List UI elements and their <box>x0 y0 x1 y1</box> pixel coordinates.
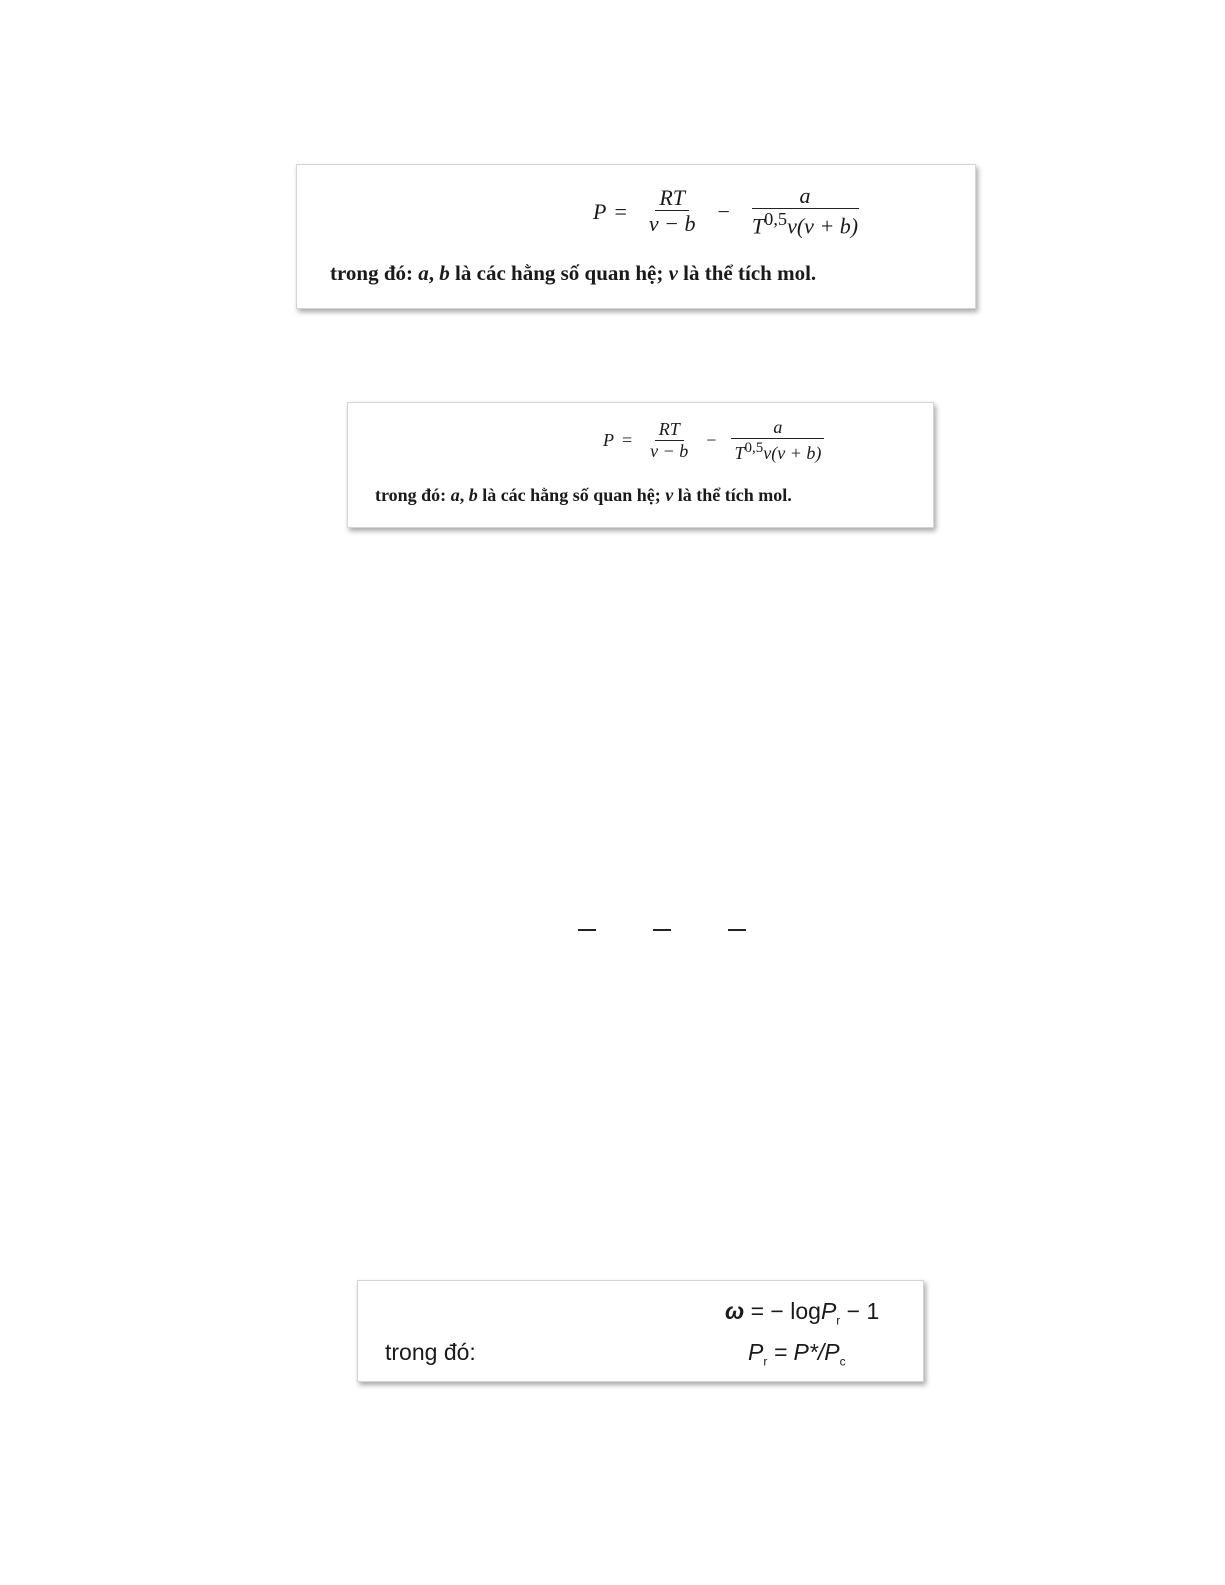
denominator-rest: v(v + b) <box>763 442 822 463</box>
overline-mark <box>578 929 596 931</box>
fraction-numerator: a <box>731 417 824 439</box>
desc-prefix: trong đó: <box>330 261 414 285</box>
fraction-a <box>730 417 825 464</box>
desc-var-b: b <box>439 261 450 285</box>
reduced-pressure-definition <box>748 1339 846 1369</box>
equation-lhs: P <box>603 430 614 451</box>
fraction-numerator: RT <box>655 185 689 211</box>
equation <box>593 183 872 240</box>
overline-mark <box>653 929 671 931</box>
formula-description <box>375 485 792 506</box>
equation-lhs: P <box>593 198 607 224</box>
fraction-numerator: RT <box>655 419 684 441</box>
desc-var-a: a <box>418 261 429 285</box>
minus-sign: − <box>717 198 730 224</box>
equation <box>603 417 831 464</box>
desc-comma: , <box>459 485 465 505</box>
omega-tail: − 1 <box>846 1298 880 1324</box>
denominator-exponent: 0,5 <box>744 439 764 456</box>
denominator-base: T <box>734 442 745 463</box>
fraction-denominator: v − b <box>648 211 696 237</box>
desc-end: là thể tích mol. <box>677 485 792 505</box>
desc-var-v: v <box>665 485 674 505</box>
pr-definition-rhs: = P*/P <box>773 1339 840 1365</box>
desc-prefix: trong đó: <box>375 485 447 505</box>
minus-sign: − <box>706 430 717 451</box>
formula-box-1 <box>296 164 976 309</box>
formula-box-2 <box>347 402 934 528</box>
omega-rhs: = − log <box>750 1298 821 1324</box>
formula-box-3 <box>357 1280 924 1382</box>
fraction-a <box>748 183 862 240</box>
acentric-factor-equation <box>725 1298 879 1328</box>
desc-middle: là các hằng số quan hệ; <box>482 485 661 505</box>
fraction-rt <box>645 185 700 238</box>
desc-comma: , <box>428 261 435 285</box>
pr-base: P <box>748 1339 764 1365</box>
desc-end: là thể tích mol. <box>683 261 817 285</box>
denominator-exponent: 0,5 <box>764 209 788 230</box>
desc-prefix: trong đó: <box>385 1339 476 1365</box>
desc-var-b: b <box>468 485 478 505</box>
fraction-denominator <box>748 209 862 240</box>
desc-middle: là các hằng số quan hệ; <box>455 261 664 285</box>
denominator-base: T <box>751 213 765 239</box>
desc-var-v: v <box>668 261 678 285</box>
fraction-numerator: a <box>752 183 859 209</box>
fraction-denominator <box>730 439 825 465</box>
fraction-denominator: v − b <box>650 440 689 461</box>
overline-mark <box>728 929 746 931</box>
omega-symbol: ω <box>725 1298 745 1324</box>
pr-base: P <box>820 1298 837 1324</box>
formula-description <box>330 261 816 286</box>
denominator-rest: v(v + b) <box>787 213 859 239</box>
pc-subscript: c <box>839 1354 846 1369</box>
equals-sign: = <box>614 198 627 224</box>
pr-subscript: r <box>836 1313 841 1328</box>
equals-sign: = <box>622 430 633 451</box>
desc-var-a: a <box>450 485 460 505</box>
pr-subscript: r <box>763 1354 768 1369</box>
fraction-rt <box>646 419 692 462</box>
